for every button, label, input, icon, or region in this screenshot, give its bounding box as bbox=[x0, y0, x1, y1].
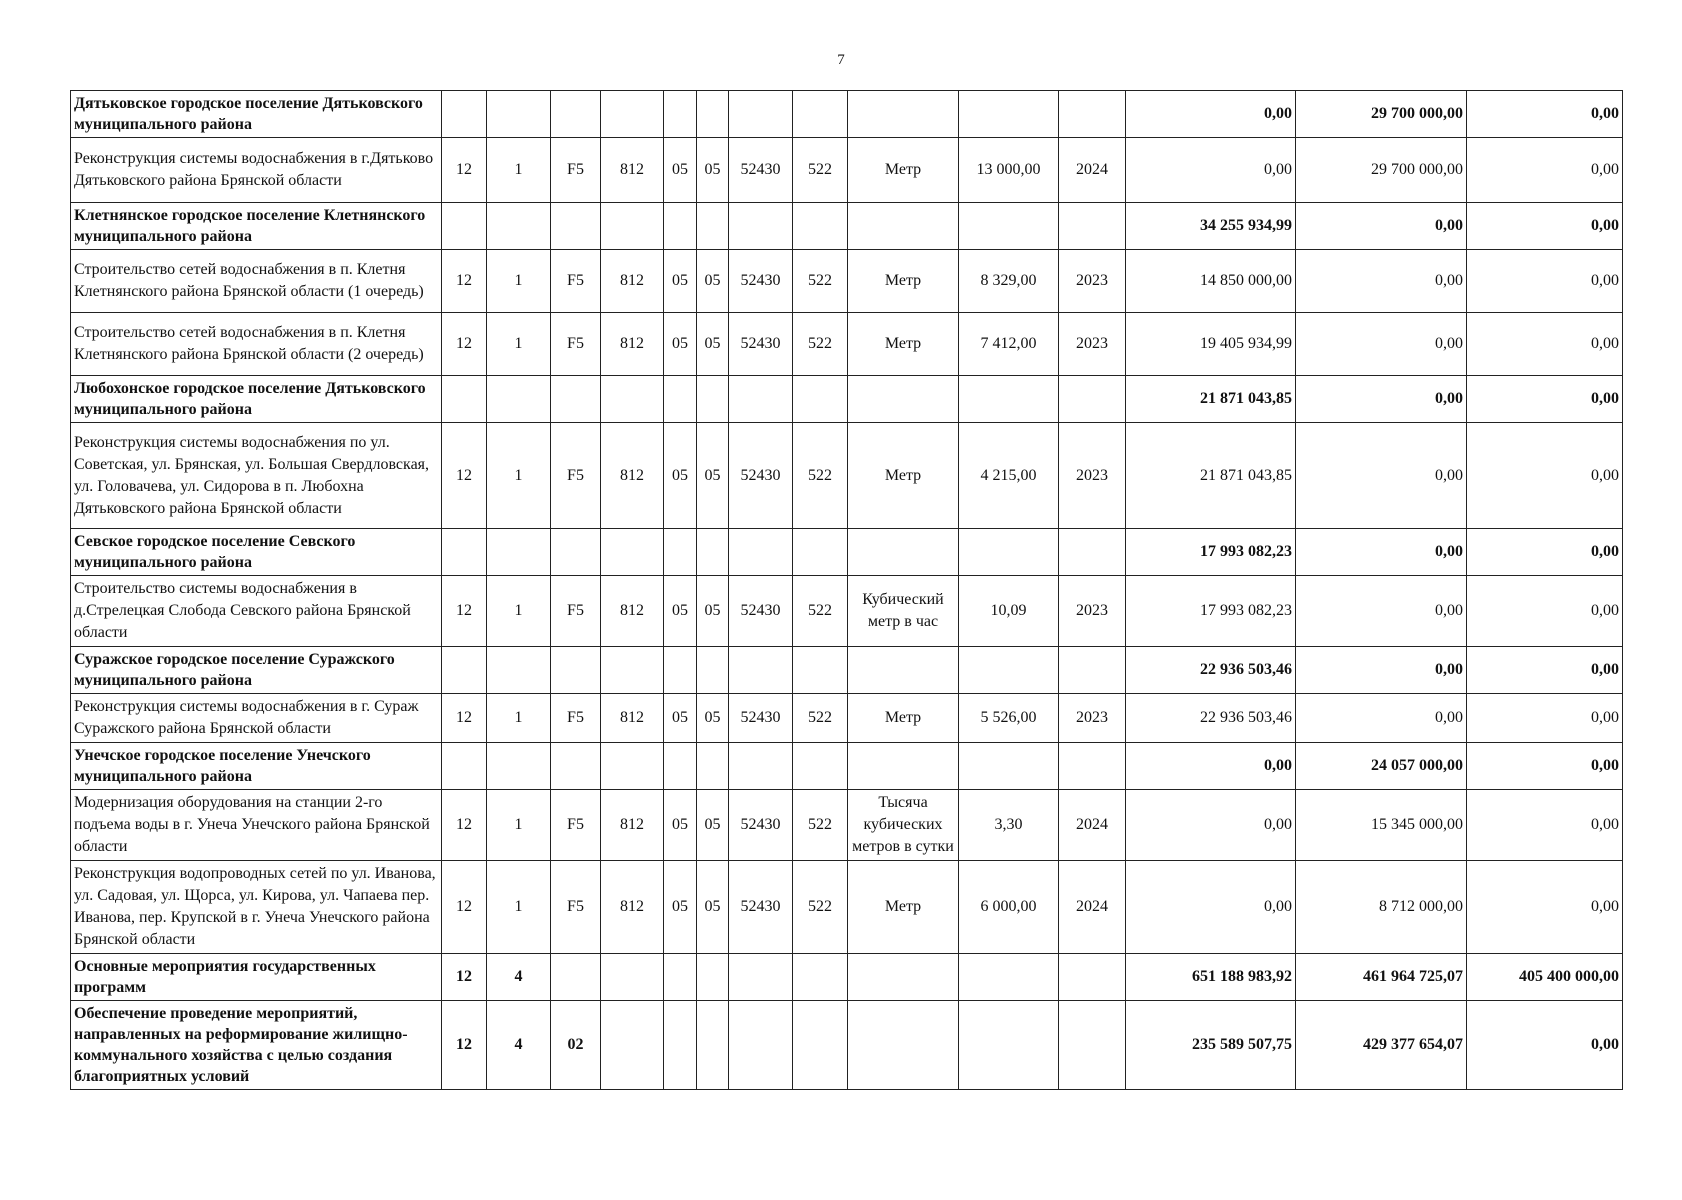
capacity-value bbox=[959, 529, 1059, 576]
code-direction: 52430 bbox=[729, 694, 793, 743]
table-group-row bbox=[71, 647, 1623, 694]
code-direction bbox=[729, 647, 793, 694]
code-subsection: 05 bbox=[697, 790, 729, 861]
amount-year-1: 22 936 503,46 bbox=[1126, 694, 1296, 743]
year: 2023 bbox=[1059, 694, 1126, 743]
code-subprogram: 4 bbox=[487, 954, 551, 1001]
amount-year-2: 15 345 000,00 bbox=[1296, 790, 1467, 861]
amount-year-2: 24 057 000,00 bbox=[1296, 743, 1467, 790]
code-program: 12 bbox=[442, 694, 487, 743]
code-project bbox=[551, 647, 601, 694]
code-section: 05 bbox=[664, 313, 697, 376]
capacity-value: 10,09 bbox=[959, 576, 1059, 647]
year bbox=[1059, 203, 1126, 250]
code-section bbox=[664, 91, 697, 138]
code-section: 05 bbox=[664, 694, 697, 743]
code-expense-type bbox=[793, 376, 848, 423]
amount-year-3: 0,00 bbox=[1467, 861, 1623, 954]
amount-year-3: 0,00 bbox=[1467, 250, 1623, 313]
code-program bbox=[442, 529, 487, 576]
amount-year-1: 19 405 934,99 bbox=[1126, 313, 1296, 376]
code-subprogram: 1 bbox=[487, 423, 551, 529]
code-project bbox=[551, 203, 601, 250]
code-direction bbox=[729, 91, 793, 138]
code-gr bbox=[601, 91, 664, 138]
row-name: Реконструкция водопроводных сетей по ул. Иванова, ул. Садовая, ул. Щорса, ул. Кирова, ул. Чапаева пер. Иванова, пер. Крупской в г. Унеча Унечского района Брянской области bbox=[71, 861, 442, 954]
row-name: Строительство системы водоснабжения в д.Стрелецкая Слобода Севского района Брянской области bbox=[71, 576, 442, 647]
code-section bbox=[664, 743, 697, 790]
code-section: 05 bbox=[664, 576, 697, 647]
code-expense-type bbox=[793, 647, 848, 694]
code-program bbox=[442, 203, 487, 250]
code-program: 12 bbox=[442, 313, 487, 376]
code-gr bbox=[601, 647, 664, 694]
amount-year-1: 17 993 082,23 bbox=[1126, 529, 1296, 576]
code-section bbox=[664, 203, 697, 250]
code-subsection bbox=[697, 91, 729, 138]
code-section bbox=[664, 954, 697, 1001]
amount-year-1: 235 589 507,75 bbox=[1126, 1001, 1296, 1090]
code-subprogram: 1 bbox=[487, 790, 551, 861]
code-gr bbox=[601, 376, 664, 423]
amount-year-2: 8 712 000,00 bbox=[1296, 861, 1467, 954]
amount-year-3: 0,00 bbox=[1467, 376, 1623, 423]
code-subsection: 05 bbox=[697, 138, 729, 203]
code-gr bbox=[601, 529, 664, 576]
unit-of-measure: Метр bbox=[848, 423, 959, 529]
code-program: 12 bbox=[442, 954, 487, 1001]
row-name: Реконструкция системы водоснабжения в г. Сураж Суражского района Брянской области bbox=[71, 694, 442, 743]
amount-year-2: 429 377 654,07 bbox=[1296, 1001, 1467, 1090]
code-project bbox=[551, 91, 601, 138]
unit-of-measure bbox=[848, 743, 959, 790]
year bbox=[1059, 743, 1126, 790]
code-project: F5 bbox=[551, 423, 601, 529]
table-group-row bbox=[71, 376, 1623, 423]
table-row bbox=[71, 576, 1623, 647]
code-gr: 812 bbox=[601, 250, 664, 313]
capacity-value bbox=[959, 203, 1059, 250]
amount-year-3: 0,00 bbox=[1467, 529, 1623, 576]
table-row bbox=[71, 423, 1623, 529]
capacity-value: 6 000,00 bbox=[959, 861, 1059, 954]
row-name: Основные мероприятия государственных программ bbox=[71, 954, 442, 1001]
table-row bbox=[71, 790, 1623, 861]
code-subsection: 05 bbox=[697, 694, 729, 743]
code-project: F5 bbox=[551, 861, 601, 954]
amount-year-3: 0,00 bbox=[1467, 576, 1623, 647]
code-project: F5 bbox=[551, 313, 601, 376]
capacity-value bbox=[959, 376, 1059, 423]
code-expense-type: 522 bbox=[793, 694, 848, 743]
unit-of-measure bbox=[848, 91, 959, 138]
amount-year-1: 0,00 bbox=[1126, 790, 1296, 861]
amount-year-1: 34 255 934,99 bbox=[1126, 203, 1296, 250]
amount-year-2: 29 700 000,00 bbox=[1296, 91, 1467, 138]
year: 2023 bbox=[1059, 576, 1126, 647]
code-subsection bbox=[697, 743, 729, 790]
unit-of-measure bbox=[848, 1001, 959, 1090]
amount-year-3: 405 400 000,00 bbox=[1467, 954, 1623, 1001]
code-expense-type: 522 bbox=[793, 423, 848, 529]
table-row bbox=[71, 694, 1623, 743]
code-subsection: 05 bbox=[697, 861, 729, 954]
amount-year-3: 0,00 bbox=[1467, 423, 1623, 529]
code-direction: 52430 bbox=[729, 861, 793, 954]
code-gr: 812 bbox=[601, 423, 664, 529]
code-subprogram bbox=[487, 203, 551, 250]
code-subsection bbox=[697, 954, 729, 1001]
code-section: 05 bbox=[664, 423, 697, 529]
code-subprogram bbox=[487, 743, 551, 790]
code-subprogram bbox=[487, 529, 551, 576]
code-expense-type bbox=[793, 1001, 848, 1090]
code-program: 12 bbox=[442, 861, 487, 954]
code-expense-type bbox=[793, 529, 848, 576]
code-project: 02 bbox=[551, 1001, 601, 1090]
row-name: Дятьковское городское поселение Дятьковского муниципального района bbox=[71, 91, 442, 138]
unit-of-measure: Метр bbox=[848, 313, 959, 376]
code-gr: 812 bbox=[601, 313, 664, 376]
year: 2023 bbox=[1059, 423, 1126, 529]
code-direction: 52430 bbox=[729, 138, 793, 203]
code-expense-type: 522 bbox=[793, 313, 848, 376]
code-direction bbox=[729, 743, 793, 790]
code-expense-type: 522 bbox=[793, 861, 848, 954]
budget-table bbox=[70, 90, 1623, 1090]
year bbox=[1059, 91, 1126, 138]
code-expense-type: 522 bbox=[793, 576, 848, 647]
capacity-value bbox=[959, 91, 1059, 138]
row-name: Севское городское поселение Севского муниципального района bbox=[71, 529, 442, 576]
row-name: Реконструкция системы водоснабжения в г.Дятьково Дятьковского района Брянской области bbox=[71, 138, 442, 203]
code-program: 12 bbox=[442, 790, 487, 861]
year: 2023 bbox=[1059, 250, 1126, 313]
amount-year-3: 0,00 bbox=[1467, 743, 1623, 790]
code-subprogram: 1 bbox=[487, 694, 551, 743]
amount-year-1: 17 993 082,23 bbox=[1126, 576, 1296, 647]
row-name: Унечское городское поселение Унечского муниципального района bbox=[71, 743, 442, 790]
code-subsection bbox=[697, 529, 729, 576]
code-gr: 812 bbox=[601, 138, 664, 203]
row-name: Суражское городское поселение Суражского муниципального района bbox=[71, 647, 442, 694]
code-expense-type: 522 bbox=[793, 790, 848, 861]
code-expense-type bbox=[793, 203, 848, 250]
code-direction bbox=[729, 203, 793, 250]
code-program bbox=[442, 376, 487, 423]
code-expense-type bbox=[793, 91, 848, 138]
amount-year-1: 14 850 000,00 bbox=[1126, 250, 1296, 313]
table-group-row bbox=[71, 954, 1623, 1001]
code-gr bbox=[601, 743, 664, 790]
code-project bbox=[551, 529, 601, 576]
year bbox=[1059, 954, 1126, 1001]
code-project: F5 bbox=[551, 576, 601, 647]
amount-year-2: 0,00 bbox=[1296, 647, 1467, 694]
unit-of-measure bbox=[848, 954, 959, 1001]
amount-year-1: 0,00 bbox=[1126, 138, 1296, 203]
table-row bbox=[71, 313, 1623, 376]
code-program: 12 bbox=[442, 576, 487, 647]
year: 2024 bbox=[1059, 138, 1126, 203]
code-expense-type: 522 bbox=[793, 250, 848, 313]
row-name: Модернизация оборудования на станции 2-го подъема воды в г. Унеча Унечского района Брянской области bbox=[71, 790, 442, 861]
code-subprogram: 4 bbox=[487, 1001, 551, 1090]
amount-year-3: 0,00 bbox=[1467, 1001, 1623, 1090]
capacity-value: 3,30 bbox=[959, 790, 1059, 861]
code-project: F5 bbox=[551, 138, 601, 203]
amount-year-3: 0,00 bbox=[1467, 694, 1623, 743]
amount-year-1: 22 936 503,46 bbox=[1126, 647, 1296, 694]
code-direction: 52430 bbox=[729, 576, 793, 647]
code-expense-type: 522 bbox=[793, 138, 848, 203]
code-direction: 52430 bbox=[729, 423, 793, 529]
year bbox=[1059, 1001, 1126, 1090]
amount-year-1: 651 188 983,92 bbox=[1126, 954, 1296, 1001]
code-program: 12 bbox=[442, 423, 487, 529]
amount-year-2: 29 700 000,00 bbox=[1296, 138, 1467, 203]
code-gr bbox=[601, 203, 664, 250]
code-subsection bbox=[697, 203, 729, 250]
row-name: Обеспечение проведение мероприятий, направленных на реформирование жилищно-коммунального хозяйства с целью создания благоприятных условий bbox=[71, 1001, 442, 1090]
code-project: F5 bbox=[551, 250, 601, 313]
amount-year-3: 0,00 bbox=[1467, 790, 1623, 861]
code-subsection: 05 bbox=[697, 313, 729, 376]
amount-year-1: 0,00 bbox=[1126, 91, 1296, 138]
unit-of-measure: Кубический метр в час bbox=[848, 576, 959, 647]
code-section: 05 bbox=[664, 790, 697, 861]
code-subprogram: 1 bbox=[487, 138, 551, 203]
table-row bbox=[71, 250, 1623, 313]
amount-year-1: 0,00 bbox=[1126, 743, 1296, 790]
code-project bbox=[551, 743, 601, 790]
code-gr bbox=[601, 1001, 664, 1090]
code-section: 05 bbox=[664, 250, 697, 313]
code-subsection bbox=[697, 376, 729, 423]
table-group-row bbox=[71, 203, 1623, 250]
unit-of-measure bbox=[848, 203, 959, 250]
amount-year-2: 0,00 bbox=[1296, 529, 1467, 576]
code-direction: 52430 bbox=[729, 313, 793, 376]
amount-year-3: 0,00 bbox=[1467, 313, 1623, 376]
code-gr bbox=[601, 954, 664, 1001]
amount-year-2: 0,00 bbox=[1296, 576, 1467, 647]
code-program bbox=[442, 743, 487, 790]
code-subsection bbox=[697, 647, 729, 694]
year: 2024 bbox=[1059, 790, 1126, 861]
code-gr: 812 bbox=[601, 861, 664, 954]
page-number: 7 bbox=[837, 52, 845, 68]
year bbox=[1059, 647, 1126, 694]
code-program: 12 bbox=[442, 138, 487, 203]
code-subprogram: 1 bbox=[487, 313, 551, 376]
code-gr: 812 bbox=[601, 694, 664, 743]
unit-of-measure: Метр bbox=[848, 250, 959, 313]
code-program bbox=[442, 647, 487, 694]
code-program bbox=[442, 91, 487, 138]
code-section bbox=[664, 1001, 697, 1090]
row-name: Клетнянское городское поселение Клетнянского муниципального района bbox=[71, 203, 442, 250]
code-direction: 52430 bbox=[729, 250, 793, 313]
code-subsection bbox=[697, 1001, 729, 1090]
table-row bbox=[71, 861, 1623, 954]
year: 2023 bbox=[1059, 313, 1126, 376]
code-direction bbox=[729, 1001, 793, 1090]
capacity-value bbox=[959, 743, 1059, 790]
code-program: 12 bbox=[442, 250, 487, 313]
table-group-row bbox=[71, 91, 1623, 138]
amount-year-3: 0,00 bbox=[1467, 203, 1623, 250]
row-name: Строительство сетей водоснабжения в п. Клетня Клетнянского района Брянской области (1 очередь) bbox=[71, 250, 442, 313]
table-group-row bbox=[71, 743, 1623, 790]
amount-year-2: 0,00 bbox=[1296, 313, 1467, 376]
code-project bbox=[551, 376, 601, 423]
unit-of-measure bbox=[848, 529, 959, 576]
code-gr: 812 bbox=[601, 790, 664, 861]
unit-of-measure: Тысяча кубических метров в сутки bbox=[848, 790, 959, 861]
code-subprogram bbox=[487, 91, 551, 138]
code-program: 12 bbox=[442, 1001, 487, 1090]
code-direction: 52430 bbox=[729, 790, 793, 861]
unit-of-measure: Метр bbox=[848, 694, 959, 743]
code-direction bbox=[729, 954, 793, 1001]
year bbox=[1059, 376, 1126, 423]
row-name: Реконструкция системы водоснабжения по ул. Советская, ул. Брянская, ул. Большая Свердловская, ул. Головачева, ул. Сидорова в п. Любохна Дятьковского района Брянской области bbox=[71, 423, 442, 529]
table-group-row bbox=[71, 529, 1623, 576]
code-direction bbox=[729, 376, 793, 423]
code-section: 05 bbox=[664, 138, 697, 203]
code-section: 05 bbox=[664, 861, 697, 954]
code-subprogram bbox=[487, 647, 551, 694]
unit-of-measure bbox=[848, 647, 959, 694]
amount-year-3: 0,00 bbox=[1467, 91, 1623, 138]
capacity-value: 13 000,00 bbox=[959, 138, 1059, 203]
amount-year-1: 21 871 043,85 bbox=[1126, 376, 1296, 423]
table-row bbox=[71, 138, 1623, 203]
amount-year-3: 0,00 bbox=[1467, 647, 1623, 694]
code-subprogram bbox=[487, 376, 551, 423]
code-section bbox=[664, 647, 697, 694]
row-name: Любохонское городское поселение Дятьковского муниципального района bbox=[71, 376, 442, 423]
amount-year-2: 0,00 bbox=[1296, 423, 1467, 529]
year: 2024 bbox=[1059, 861, 1126, 954]
unit-of-measure: Метр bbox=[848, 138, 959, 203]
table-group-row bbox=[71, 1001, 1623, 1090]
code-subprogram: 1 bbox=[487, 250, 551, 313]
code-subsection: 05 bbox=[697, 250, 729, 313]
capacity-value: 7 412,00 bbox=[959, 313, 1059, 376]
year bbox=[1059, 529, 1126, 576]
code-subsection: 05 bbox=[697, 423, 729, 529]
code-subprogram: 1 bbox=[487, 576, 551, 647]
amount-year-2: 0,00 bbox=[1296, 376, 1467, 423]
amount-year-3: 0,00 bbox=[1467, 138, 1623, 203]
amount-year-1: 0,00 bbox=[1126, 861, 1296, 954]
amount-year-1: 21 871 043,85 bbox=[1126, 423, 1296, 529]
code-expense-type bbox=[793, 954, 848, 1001]
amount-year-2: 461 964 725,07 bbox=[1296, 954, 1467, 1001]
capacity-value bbox=[959, 954, 1059, 1001]
capacity-value: 5 526,00 bbox=[959, 694, 1059, 743]
code-subsection: 05 bbox=[697, 576, 729, 647]
code-project: F5 bbox=[551, 694, 601, 743]
unit-of-measure: Метр bbox=[848, 861, 959, 954]
amount-year-2: 0,00 bbox=[1296, 250, 1467, 313]
capacity-value: 4 215,00 bbox=[959, 423, 1059, 529]
unit-of-measure bbox=[848, 376, 959, 423]
code-project bbox=[551, 954, 601, 1001]
code-project: F5 bbox=[551, 790, 601, 861]
capacity-value bbox=[959, 1001, 1059, 1090]
code-direction bbox=[729, 529, 793, 576]
code-gr: 812 bbox=[601, 576, 664, 647]
code-expense-type bbox=[793, 743, 848, 790]
code-section bbox=[664, 376, 697, 423]
amount-year-2: 0,00 bbox=[1296, 694, 1467, 743]
capacity-value: 8 329,00 bbox=[959, 250, 1059, 313]
code-section bbox=[664, 529, 697, 576]
row-name: Строительство сетей водоснабжения в п. Клетня Клетнянского района Брянской области (2 очередь) bbox=[71, 313, 442, 376]
amount-year-2: 0,00 bbox=[1296, 203, 1467, 250]
capacity-value bbox=[959, 647, 1059, 694]
code-subprogram: 1 bbox=[487, 861, 551, 954]
